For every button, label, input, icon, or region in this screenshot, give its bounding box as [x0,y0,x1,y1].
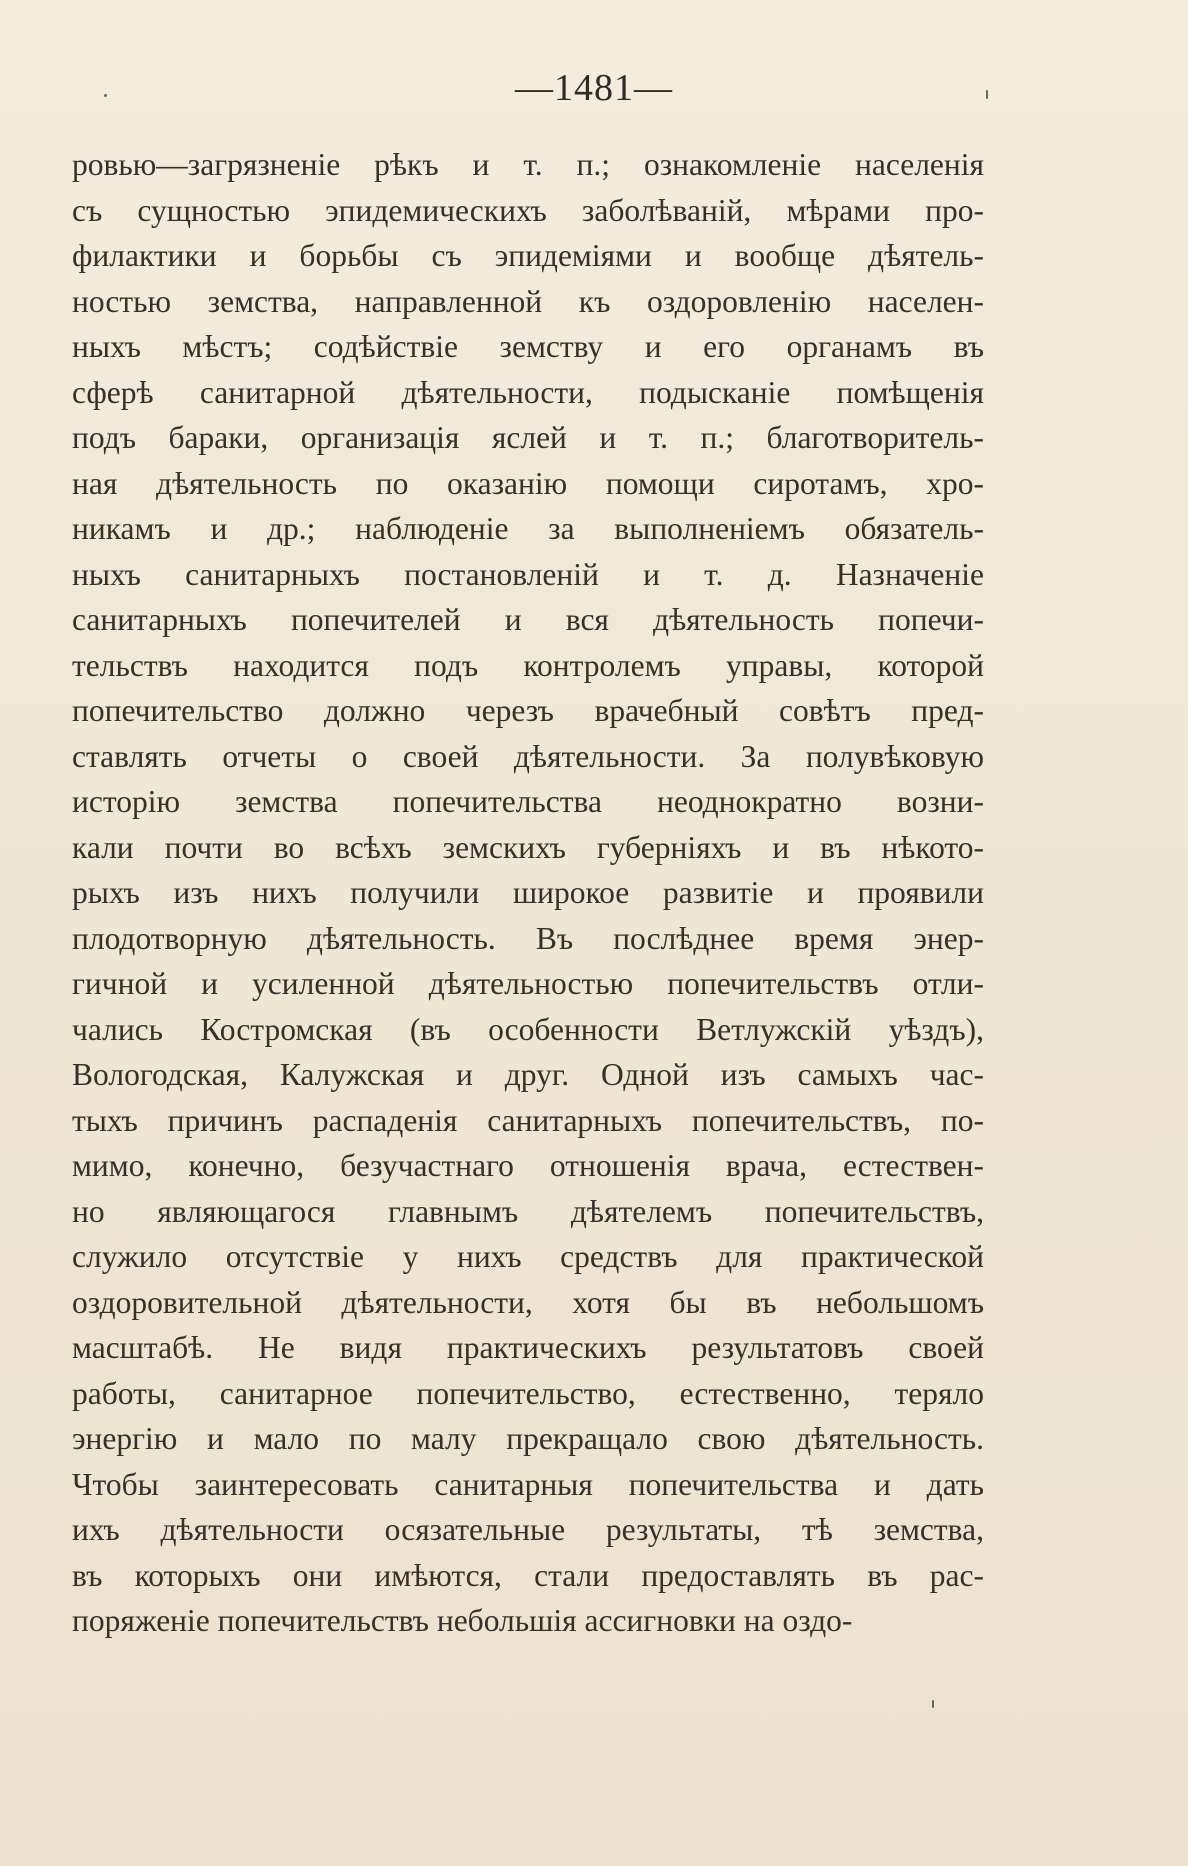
text-line: поряженіе попечительствъ небольшія ассигновки на оздо- [72,1603,853,1638]
text-line: ставлять отчеты о своей дѣятельности. За полувѣковую [72,738,984,774]
text-line: ныхъ санитарныхъ постановленій и т. д. Назначеніе [72,556,984,592]
text-line: мимо, конечно, безучастнаго отношенія врача, естествен- [72,1148,984,1183]
text-line: попечительство должно черезъ врачебный совѣтъ пред- [72,693,984,728]
page-number: —1481— [515,67,673,109]
print-speck [986,90,988,99]
text-line: тельствъ находится подъ контролемъ управы, которой [72,647,984,683]
text-line: служило отсутствіе у нихъ средствъ для практической [72,1239,984,1274]
text-line: въ которыхъ они имѣются, стали предоставлять въ рас- [72,1557,984,1593]
text-line: масштабѣ. Не видя практическихъ результатовъ своей [72,1330,984,1365]
text-line: чались Костромская (въ особенности Ветлужскій уѣздъ), [72,1011,984,1047]
text-line: санитарныхъ попечителей и вся дѣятельность попечи- [72,602,984,637]
text-line: плодотворную дѣятельность. Въ послѣднее время энер- [72,920,984,956]
text-line: ностью земства, направленной къ оздоровленію населен- [72,283,984,319]
text-line: ихъ дѣятельности осязательные результаты, тѣ земства, [72,1512,984,1547]
text-line: кали почти во всѣхъ земскихъ губерніяхъ и въ нѣкото- [72,829,984,865]
text-line: работы, санитарное попечительство, естественно, теряло [72,1375,984,1411]
text-line: никамъ и др.; наблюденіе за выполненіемъ обязатель- [72,511,984,546]
body-text [72,142,984,1644]
text-line: энергію и мало по малу прекращало свою дѣятельность. [72,1421,984,1456]
text-line: но являющагося главнымъ дѣятелемъ попечительствъ, [72,1193,984,1229]
print-speck [932,1700,934,1708]
text-line: подъ бараки, организація яслей и т. п.; благотворитель- [72,420,984,455]
text-line: Чтобы заинтересовать санитарныя попечительства и дать [72,1466,984,1502]
text-line: сферѣ санитарной дѣятельности, подысканіе помѣщенія [72,374,984,410]
text-line: тыхъ причинъ распаденія санитарныхъ попечительствъ, по- [72,1102,984,1138]
text-line: исторію земства попечительства неоднократно возни- [72,784,984,819]
text-line: Вологодская, Калужская и друг. Одной изъ самыхъ час- [72,1057,984,1092]
text-line: ная дѣятельность по оказанію помощи сиротамъ, хро- [72,465,984,501]
text-line: ровью—загрязненіе рѣкъ и т. п.; ознакомленіе населенія [72,147,984,182]
text-line: ныхъ мѣстъ; содѣйствіе земству и его органамъ въ [72,329,984,364]
text-line: филактики и борьбы съ эпидеміями и вообще дѣятель- [72,238,984,273]
text-line: рыхъ изъ нихъ получили широкое развитіе и проявили [72,875,984,910]
text-line: оздоровительной дѣятельности, хотя бы въ небольшомъ [72,1284,984,1320]
text-line: гичной и усиленной дѣятельностью попечительствъ отли- [72,966,984,1001]
print-speck [104,94,107,97]
text-line: съ сущностью эпидемическихъ заболѣваній, мѣрами про- [72,192,984,228]
